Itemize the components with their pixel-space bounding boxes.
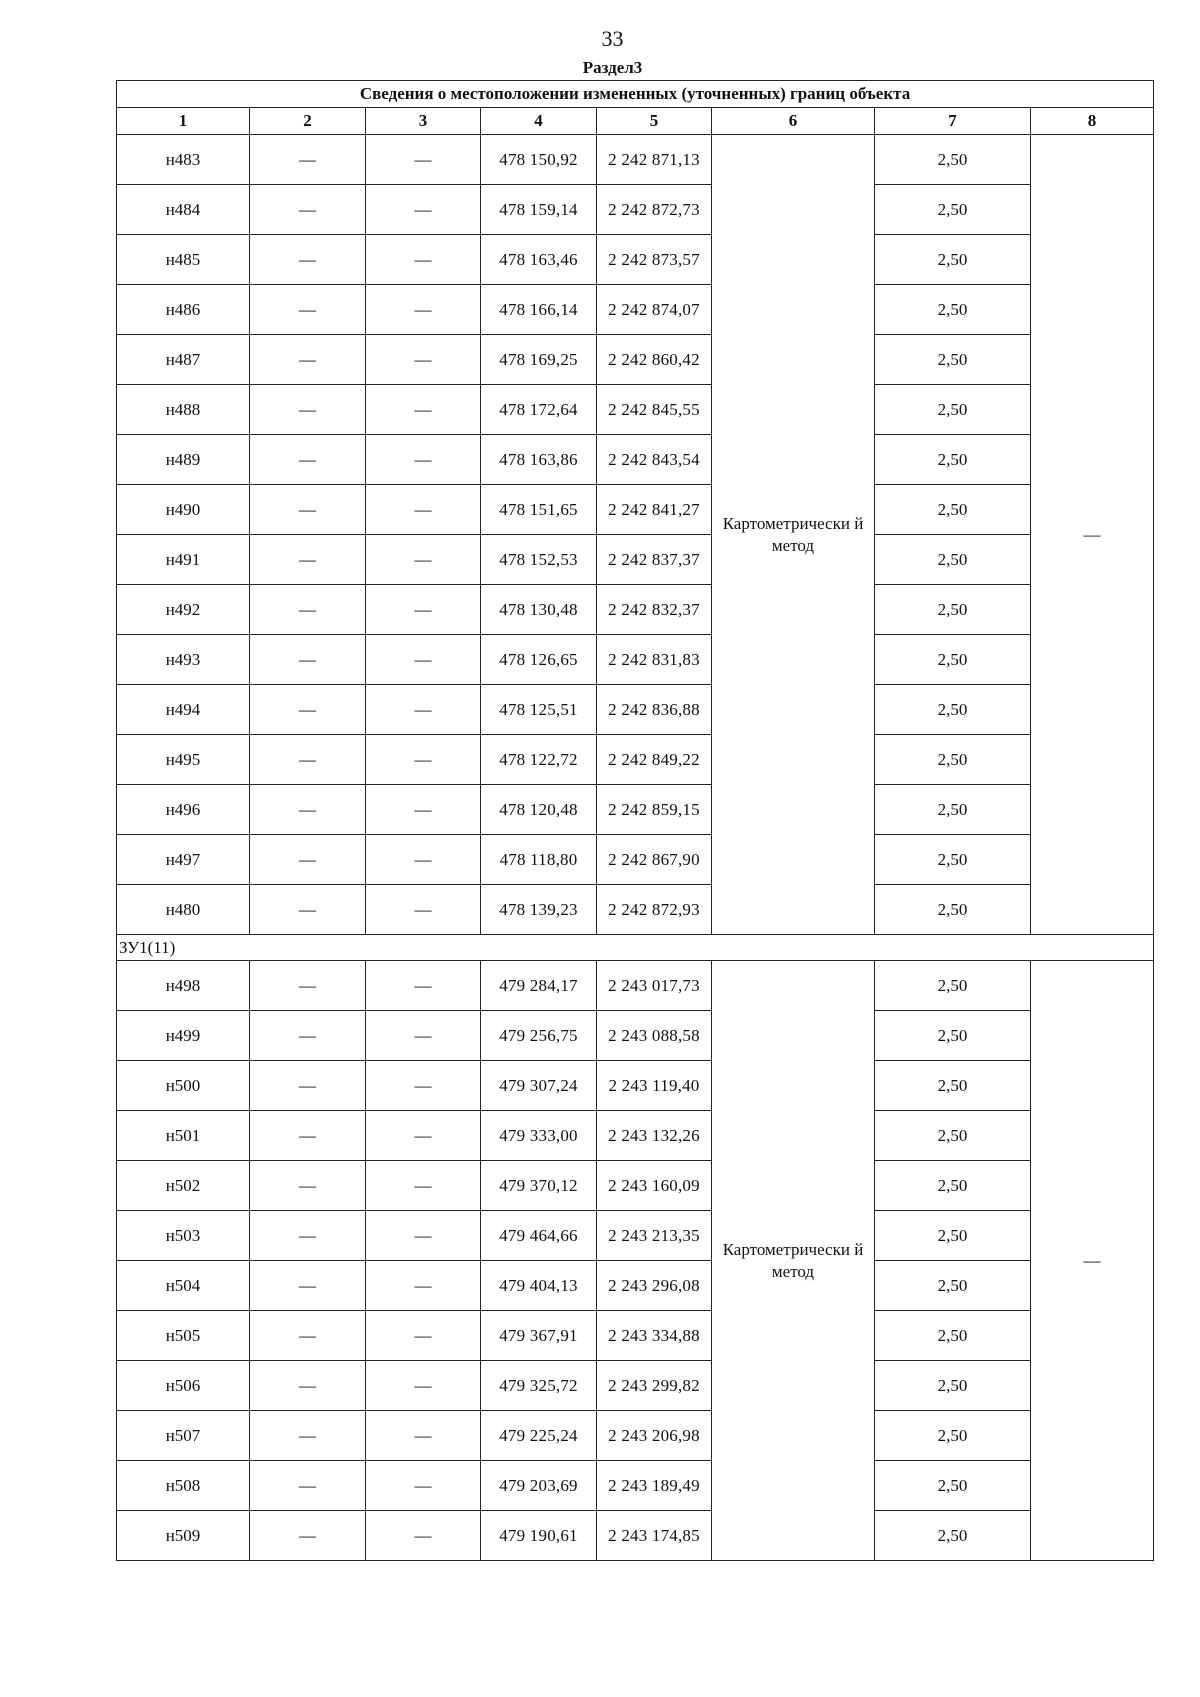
- accuracy-cell: 2,50: [875, 185, 1031, 235]
- x-coordinate-cell: 478 159,14: [481, 185, 597, 235]
- table-row: [117, 961, 1154, 1011]
- x-coordinate-cell: 478 120,48: [481, 785, 597, 835]
- accuracy-cell: 2,50: [875, 961, 1031, 1011]
- accuracy-cell: 2,50: [875, 1361, 1031, 1411]
- point-cell: н489: [117, 435, 250, 485]
- table-row: [117, 1211, 1154, 1261]
- accuracy-cell: 2,50: [875, 1111, 1031, 1161]
- table-row: [117, 1461, 1154, 1511]
- y-coordinate-cell: 2 243 017,73: [597, 961, 712, 1011]
- table-row: [117, 435, 1154, 485]
- point-cell: н496: [117, 785, 250, 835]
- x-coordinate-cell: 479 256,75: [481, 1011, 597, 1061]
- group-label-row: [117, 935, 1154, 961]
- x-coordinate-cell: 479 464,66: [481, 1211, 597, 1261]
- table-row: [117, 585, 1154, 635]
- table-row: [117, 1111, 1154, 1161]
- y-coordinate-cell: 2 242 843,54: [597, 435, 712, 485]
- column-header-8: 8: [1031, 108, 1154, 135]
- col3-cell: —: [366, 735, 481, 785]
- table-row: [117, 535, 1154, 585]
- col8-cell: —: [1031, 961, 1154, 1561]
- point-cell: н495: [117, 735, 250, 785]
- x-coordinate-cell: 478 151,65: [481, 485, 597, 535]
- x-coordinate-cell: 479 370,12: [481, 1161, 597, 1211]
- accuracy-cell: 2,50: [875, 785, 1031, 835]
- point-cell: н503: [117, 1211, 250, 1261]
- col2-cell: —: [250, 585, 366, 635]
- column-header-1: 1: [117, 108, 250, 135]
- column-header-row: [117, 108, 1154, 135]
- y-coordinate-cell: 2 242 849,22: [597, 735, 712, 785]
- method-cell: Картометрически й метод: [712, 961, 875, 1561]
- y-coordinate-cell: 2 243 189,49: [597, 1461, 712, 1511]
- accuracy-cell: 2,50: [875, 535, 1031, 585]
- col2-cell: —: [250, 185, 366, 235]
- y-coordinate-cell: 2 243 206,98: [597, 1411, 712, 1461]
- col3-cell: —: [366, 635, 481, 685]
- accuracy-cell: 2,50: [875, 1261, 1031, 1311]
- table-row: [117, 285, 1154, 335]
- col2-cell: —: [250, 385, 366, 435]
- accuracy-cell: 2,50: [875, 1511, 1031, 1561]
- col3-cell: —: [366, 135, 481, 185]
- accuracy-cell: 2,50: [875, 335, 1031, 385]
- col3-cell: —: [366, 961, 481, 1011]
- y-coordinate-cell: 2 242 841,27: [597, 485, 712, 535]
- point-cell: н487: [117, 335, 250, 385]
- col2-cell: —: [250, 1311, 366, 1361]
- col3-cell: —: [366, 835, 481, 885]
- col8-cell: —: [1031, 135, 1154, 935]
- point-cell: н484: [117, 185, 250, 235]
- point-cell: н492: [117, 585, 250, 635]
- page-number: 33: [601, 26, 624, 51]
- col2-cell: —: [250, 135, 366, 185]
- table-body: [117, 135, 1154, 1561]
- table-row: [117, 1061, 1154, 1111]
- y-coordinate-cell: 2 243 296,08: [597, 1261, 712, 1311]
- col2-cell: —: [250, 1261, 366, 1311]
- accuracy-cell: 2,50: [875, 235, 1031, 285]
- point-cell: н500: [117, 1061, 250, 1111]
- table-row: [117, 1311, 1154, 1361]
- point-cell: н491: [117, 535, 250, 585]
- point-cell: н504: [117, 1261, 250, 1311]
- point-cell: н493: [117, 635, 250, 685]
- col2-cell: —: [250, 1011, 366, 1061]
- col2-cell: —: [250, 285, 366, 335]
- accuracy-cell: 2,50: [875, 1461, 1031, 1511]
- col2-cell: —: [250, 485, 366, 535]
- x-coordinate-cell: 478 130,48: [481, 585, 597, 635]
- accuracy-cell: 2,50: [875, 1161, 1031, 1211]
- point-cell: н490: [117, 485, 250, 535]
- y-coordinate-cell: 2 242 859,15: [597, 785, 712, 835]
- col2-cell: —: [250, 735, 366, 785]
- table-row: [117, 135, 1154, 185]
- table-row: [117, 685, 1154, 735]
- x-coordinate-cell: 478 169,25: [481, 335, 597, 385]
- table-row: [117, 1411, 1154, 1461]
- table-row: [117, 385, 1154, 435]
- y-coordinate-cell: 2 243 174,85: [597, 1511, 712, 1561]
- accuracy-cell: 2,50: [875, 385, 1031, 435]
- accuracy-cell: 2,50: [875, 885, 1031, 935]
- boundary-coordinates-table: [116, 80, 1154, 1561]
- point-cell: н499: [117, 1011, 250, 1061]
- col3-cell: —: [366, 535, 481, 585]
- point-cell: н509: [117, 1511, 250, 1561]
- y-coordinate-cell: 2 242 837,37: [597, 535, 712, 585]
- col2-cell: —: [250, 961, 366, 1011]
- col2-cell: —: [250, 1411, 366, 1461]
- table-row: [117, 485, 1154, 535]
- group-label: ЗУ1(11): [117, 935, 1154, 961]
- point-cell: н494: [117, 685, 250, 735]
- y-coordinate-cell: 2 242 832,37: [597, 585, 712, 635]
- accuracy-cell: 2,50: [875, 735, 1031, 785]
- column-header-5: 5: [597, 108, 712, 135]
- col3-cell: —: [366, 485, 481, 535]
- col3-cell: —: [366, 1111, 481, 1161]
- point-cell: н480: [117, 885, 250, 935]
- point-cell: н506: [117, 1361, 250, 1411]
- accuracy-cell: 2,50: [875, 285, 1031, 335]
- x-coordinate-cell: 479 307,24: [481, 1061, 597, 1111]
- table-caption: Сведения о местоположении измененных (уточненных) границ объекта: [117, 81, 1154, 108]
- table-row: [117, 1261, 1154, 1311]
- table-row: [117, 635, 1154, 685]
- col3-cell: —: [366, 1161, 481, 1211]
- y-coordinate-cell: 2 242 872,73: [597, 185, 712, 235]
- y-coordinate-cell: 2 242 874,07: [597, 285, 712, 335]
- point-cell: н483: [117, 135, 250, 185]
- table-row: [117, 1161, 1154, 1211]
- accuracy-cell: 2,50: [875, 485, 1031, 535]
- x-coordinate-cell: 478 163,86: [481, 435, 597, 485]
- point-cell: н508: [117, 1461, 250, 1511]
- table-row: [117, 185, 1154, 235]
- accuracy-cell: 2,50: [875, 1211, 1031, 1261]
- section-title: Раздел3: [582, 58, 643, 77]
- col3-cell: —: [366, 335, 481, 385]
- col2-cell: —: [250, 235, 366, 285]
- accuracy-cell: 2,50: [875, 1061, 1031, 1111]
- x-coordinate-cell: 478 125,51: [481, 685, 597, 735]
- point-cell: н497: [117, 835, 250, 885]
- col2-cell: —: [250, 335, 366, 385]
- column-header-3: 3: [366, 108, 481, 135]
- accuracy-cell: 2,50: [875, 435, 1031, 485]
- x-coordinate-cell: 479 190,61: [481, 1511, 597, 1561]
- col3-cell: —: [366, 885, 481, 935]
- col2-cell: —: [250, 835, 366, 885]
- y-coordinate-cell: 2 242 831,83: [597, 635, 712, 685]
- table-row: [117, 1361, 1154, 1411]
- col3-cell: —: [366, 1511, 481, 1561]
- column-header-7: 7: [875, 108, 1031, 135]
- col2-cell: —: [250, 635, 366, 685]
- col3-cell: —: [366, 435, 481, 485]
- col3-cell: —: [366, 1311, 481, 1361]
- x-coordinate-cell: 479 325,72: [481, 1361, 597, 1411]
- table-row: [117, 1011, 1154, 1061]
- y-coordinate-cell: 2 242 860,42: [597, 335, 712, 385]
- table-row: [117, 885, 1154, 935]
- x-coordinate-cell: 479 284,17: [481, 961, 597, 1011]
- point-cell: н502: [117, 1161, 250, 1211]
- table-caption-row: [117, 81, 1154, 108]
- col3-cell: —: [366, 1361, 481, 1411]
- y-coordinate-cell: 2 243 334,88: [597, 1311, 712, 1361]
- col2-cell: —: [250, 1361, 366, 1411]
- table-row: [117, 235, 1154, 285]
- accuracy-cell: 2,50: [875, 835, 1031, 885]
- table-row: [117, 1511, 1154, 1561]
- y-coordinate-cell: 2 242 836,88: [597, 685, 712, 735]
- x-coordinate-cell: 478 152,53: [481, 535, 597, 585]
- table-row: [117, 735, 1154, 785]
- method-cell: Картометрически й метод: [712, 135, 875, 935]
- point-cell: н485: [117, 235, 250, 285]
- accuracy-cell: 2,50: [875, 635, 1031, 685]
- point-cell: н501: [117, 1111, 250, 1161]
- table-row: [117, 785, 1154, 835]
- x-coordinate-cell: 479 333,00: [481, 1111, 597, 1161]
- y-coordinate-cell: 2 242 871,13: [597, 135, 712, 185]
- col3-cell: —: [366, 1261, 481, 1311]
- col3-cell: —: [366, 385, 481, 435]
- col3-cell: —: [366, 685, 481, 735]
- col3-cell: —: [366, 1211, 481, 1261]
- accuracy-cell: 2,50: [875, 685, 1031, 735]
- col3-cell: —: [366, 235, 481, 285]
- point-cell: н498: [117, 961, 250, 1011]
- column-header-6: 6: [712, 108, 875, 135]
- point-cell: н505: [117, 1311, 250, 1361]
- x-coordinate-cell: 478 172,64: [481, 385, 597, 435]
- column-header-2: 2: [250, 108, 366, 135]
- col2-cell: —: [250, 1461, 366, 1511]
- col2-cell: —: [250, 885, 366, 935]
- col2-cell: —: [250, 535, 366, 585]
- accuracy-cell: 2,50: [875, 135, 1031, 185]
- col2-cell: —: [250, 685, 366, 735]
- accuracy-cell: 2,50: [875, 1311, 1031, 1361]
- col2-cell: —: [250, 1111, 366, 1161]
- col3-cell: —: [366, 585, 481, 635]
- accuracy-cell: 2,50: [875, 1411, 1031, 1461]
- point-cell: н507: [117, 1411, 250, 1461]
- y-coordinate-cell: 2 243 299,82: [597, 1361, 712, 1411]
- col3-cell: —: [366, 1011, 481, 1061]
- point-cell: н488: [117, 385, 250, 435]
- y-coordinate-cell: 2 243 160,09: [597, 1161, 712, 1211]
- col3-cell: —: [366, 1061, 481, 1111]
- col3-cell: —: [366, 185, 481, 235]
- point-cell: н486: [117, 285, 250, 335]
- y-coordinate-cell: 2 242 872,93: [597, 885, 712, 935]
- x-coordinate-cell: 478 118,80: [481, 835, 597, 885]
- y-coordinate-cell: 2 242 873,57: [597, 235, 712, 285]
- x-coordinate-cell: 479 367,91: [481, 1311, 597, 1361]
- table-row: [117, 335, 1154, 385]
- col3-cell: —: [366, 285, 481, 335]
- col2-cell: —: [250, 1161, 366, 1211]
- x-coordinate-cell: 478 166,14: [481, 285, 597, 335]
- y-coordinate-cell: 2 243 132,26: [597, 1111, 712, 1161]
- col3-cell: —: [366, 785, 481, 835]
- y-coordinate-cell: 2 242 845,55: [597, 385, 712, 435]
- column-header-4: 4: [481, 108, 597, 135]
- x-coordinate-cell: 479 225,24: [481, 1411, 597, 1461]
- x-coordinate-cell: 479 203,69: [481, 1461, 597, 1511]
- y-coordinate-cell: 2 243 119,40: [597, 1061, 712, 1111]
- x-coordinate-cell: 479 404,13: [481, 1261, 597, 1311]
- y-coordinate-cell: 2 242 867,90: [597, 835, 712, 885]
- y-coordinate-cell: 2 243 088,58: [597, 1011, 712, 1061]
- x-coordinate-cell: 478 139,23: [481, 885, 597, 935]
- col2-cell: —: [250, 1511, 366, 1561]
- col3-cell: —: [366, 1461, 481, 1511]
- x-coordinate-cell: 478 122,72: [481, 735, 597, 785]
- table-row: [117, 835, 1154, 885]
- accuracy-cell: 2,50: [875, 585, 1031, 635]
- col2-cell: —: [250, 435, 366, 485]
- col2-cell: —: [250, 1061, 366, 1111]
- x-coordinate-cell: 478 126,65: [481, 635, 597, 685]
- col2-cell: —: [250, 785, 366, 835]
- x-coordinate-cell: 478 150,92: [481, 135, 597, 185]
- x-coordinate-cell: 478 163,46: [481, 235, 597, 285]
- col3-cell: —: [366, 1411, 481, 1461]
- y-coordinate-cell: 2 243 213,35: [597, 1211, 712, 1261]
- col2-cell: —: [250, 1211, 366, 1261]
- accuracy-cell: 2,50: [875, 1011, 1031, 1061]
